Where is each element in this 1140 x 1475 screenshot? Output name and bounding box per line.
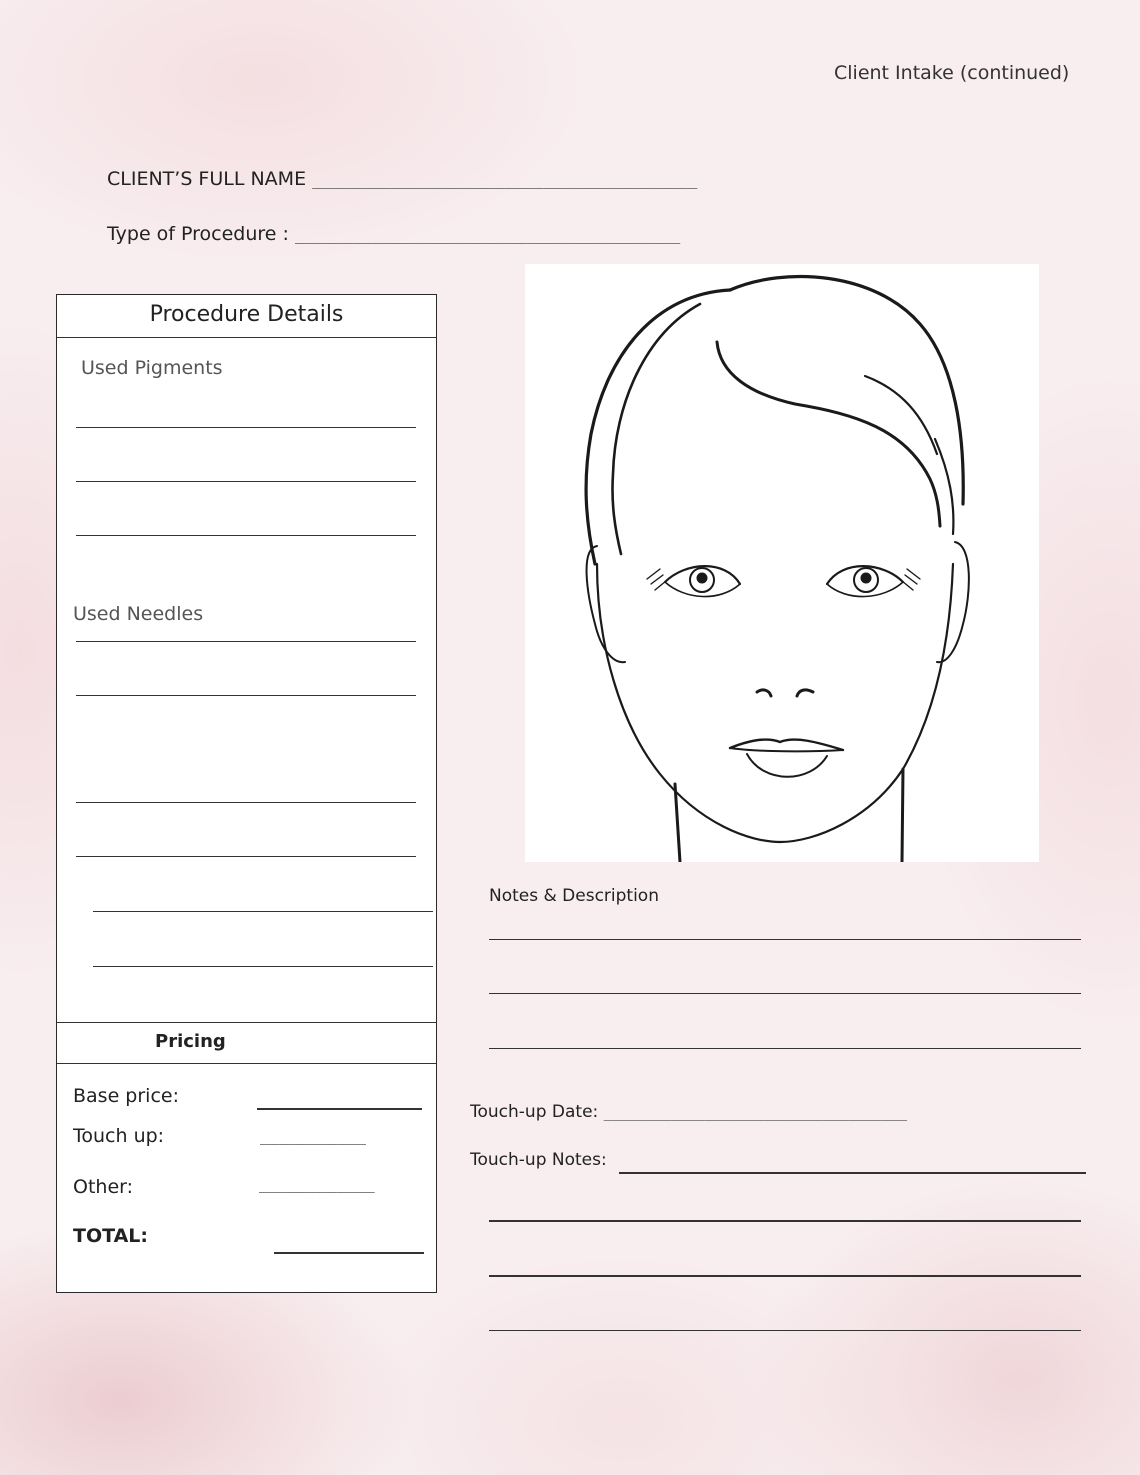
procedure-type-row [107,223,680,245]
needle-line-5[interactable] [93,911,433,912]
notes-line-2[interactable] [489,993,1081,994]
pigment-line-3[interactable] [76,535,416,536]
procedure-type-field[interactable]: ________________________________________ [295,225,681,244]
used-needles-label: Used Needles [73,603,204,625]
used-pigments-label: Used Pigments [81,357,223,379]
touch-up-price-field[interactable]: ___________ [260,1126,366,1145]
total-label: TOTAL: [73,1225,149,1247]
face-outline-icon [525,264,1039,862]
details-title-divider [57,337,436,338]
client-name-field[interactable]: ________________________________________ [312,170,698,189]
client-name-label: CLIENT’S FULL NAME [107,168,307,190]
needle-line-3[interactable] [76,802,416,803]
touch-up-price-label: Touch up: [73,1125,165,1147]
touch-up-notes-line-2[interactable] [489,1220,1081,1222]
pricing-top-divider [57,1022,436,1023]
needle-line-1[interactable] [76,641,416,642]
touch-up-notes-line-1[interactable] [619,1172,1086,1174]
notes-line-3[interactable] [489,1048,1081,1049]
procedure-type-label: Type of Procedure : [107,223,289,245]
touch-up-date-field[interactable]: ____________________________________ [603,1105,908,1121]
other-price-field[interactable]: ____________ [259,1174,375,1193]
base-price-field[interactable] [257,1108,422,1110]
needle-line-4[interactable] [76,856,416,857]
needle-line-6[interactable] [93,966,433,967]
notes-line-1[interactable] [489,939,1081,940]
other-price-label: Other: [73,1176,134,1198]
pricing-title: Pricing [155,1031,226,1052]
procedure-details-title: Procedure Details [149,302,344,327]
pricing-title-divider [57,1063,436,1064]
notes-description-title: Notes & Description [489,886,659,906]
pigment-line-1[interactable] [76,427,416,428]
total-field[interactable] [274,1252,424,1254]
face-chart-panel [525,264,1039,862]
base-price-label: Base price: [73,1085,179,1107]
touch-up-notes-line-4[interactable] [489,1330,1081,1331]
touch-up-date-label: Touch-up Date: [470,1102,599,1122]
touch-up-date-row [470,1102,907,1122]
needle-line-2[interactable] [76,695,416,696]
procedure-details-box [56,294,437,1293]
page-header-title: Client Intake (continued) [834,62,1070,84]
client-name-row [107,168,697,190]
touch-up-notes-label: Touch-up Notes: [470,1150,607,1170]
pigment-line-2[interactable] [76,481,416,482]
touch-up-notes-line-3[interactable] [489,1275,1081,1277]
